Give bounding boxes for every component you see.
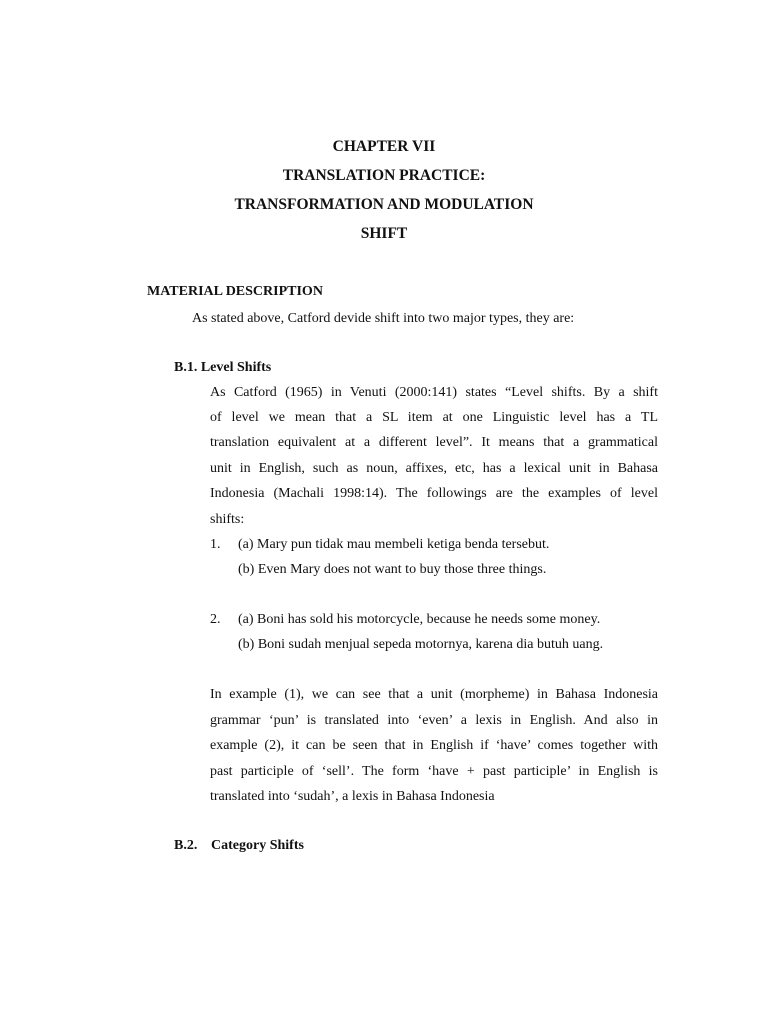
example-2-number: 2.: [210, 612, 221, 627]
example-2-b: (b) Boni sudah menjual sepeda motornya, karena dia butuh uang.: [238, 637, 604, 652]
explanation-line: example (2), it can be seen that in English if ‘have’ comes together with: [210, 738, 658, 753]
chapter-title-line-3: SHIFT: [360, 225, 408, 242]
material-intro-text: As stated above, Catford devide shift into two major types, they are:: [192, 311, 575, 326]
example-1-number: 1.: [210, 537, 221, 552]
example-2-a: (a) Boni has sold his motorcycle, because he needs some money.: [238, 612, 601, 627]
level-shifts-paragraph-line: translation equivalent at a different level”. It means that a grammatical: [210, 435, 658, 450]
chapter-number: CHAPTER VII: [332, 138, 436, 155]
example-1-b: (b) Even Mary does not want to buy those three things.: [238, 562, 547, 577]
level-shifts-paragraph-line: of level we mean that a SL item at one Linguistic level has a TL: [210, 410, 658, 425]
level-shifts-paragraph-line: shifts:: [210, 512, 245, 527]
explanation-line: grammar ‘pun’ is translated into ‘even’ a lexis in English. And also in: [210, 713, 658, 728]
chapter-title-line-2: TRANSFORMATION AND MODULATION: [234, 196, 534, 213]
level-shifts-paragraph-line: unit in English, such as noun, affixes, etc, has a lexical unit in Bahasa: [210, 461, 658, 476]
level-shifts-paragraph-line: As Catford (1965) in Venuti (2000:141) states “Level shifts. By a shift: [210, 385, 658, 400]
level-shifts-heading: B.1. Level Shifts: [174, 360, 272, 375]
material-description-heading: MATERIAL DESCRIPTION: [147, 284, 323, 299]
chapter-title-line-1: TRANSLATION PRACTICE:: [282, 167, 486, 184]
level-shifts-paragraph-line: Indonesia (Machali 1998:14). The followings are the examples of level: [210, 486, 658, 501]
explanation-line: past participle of ‘sell’. The form ‘have + past participle’ in English is: [210, 764, 658, 779]
example-1-a: (a) Mary pun tidak mau membeli ketiga benda tersebut.: [238, 537, 550, 552]
explanation-line: translated into ‘sudah’, a lexis in Bahasa Indonesia: [210, 789, 495, 804]
explanation-line: In example (1), we can see that a unit (morpheme) in Bahasa Indonesia: [210, 687, 658, 702]
category-shifts-heading: Category Shifts: [211, 838, 304, 853]
category-shifts-number: B.2.: [174, 838, 198, 853]
